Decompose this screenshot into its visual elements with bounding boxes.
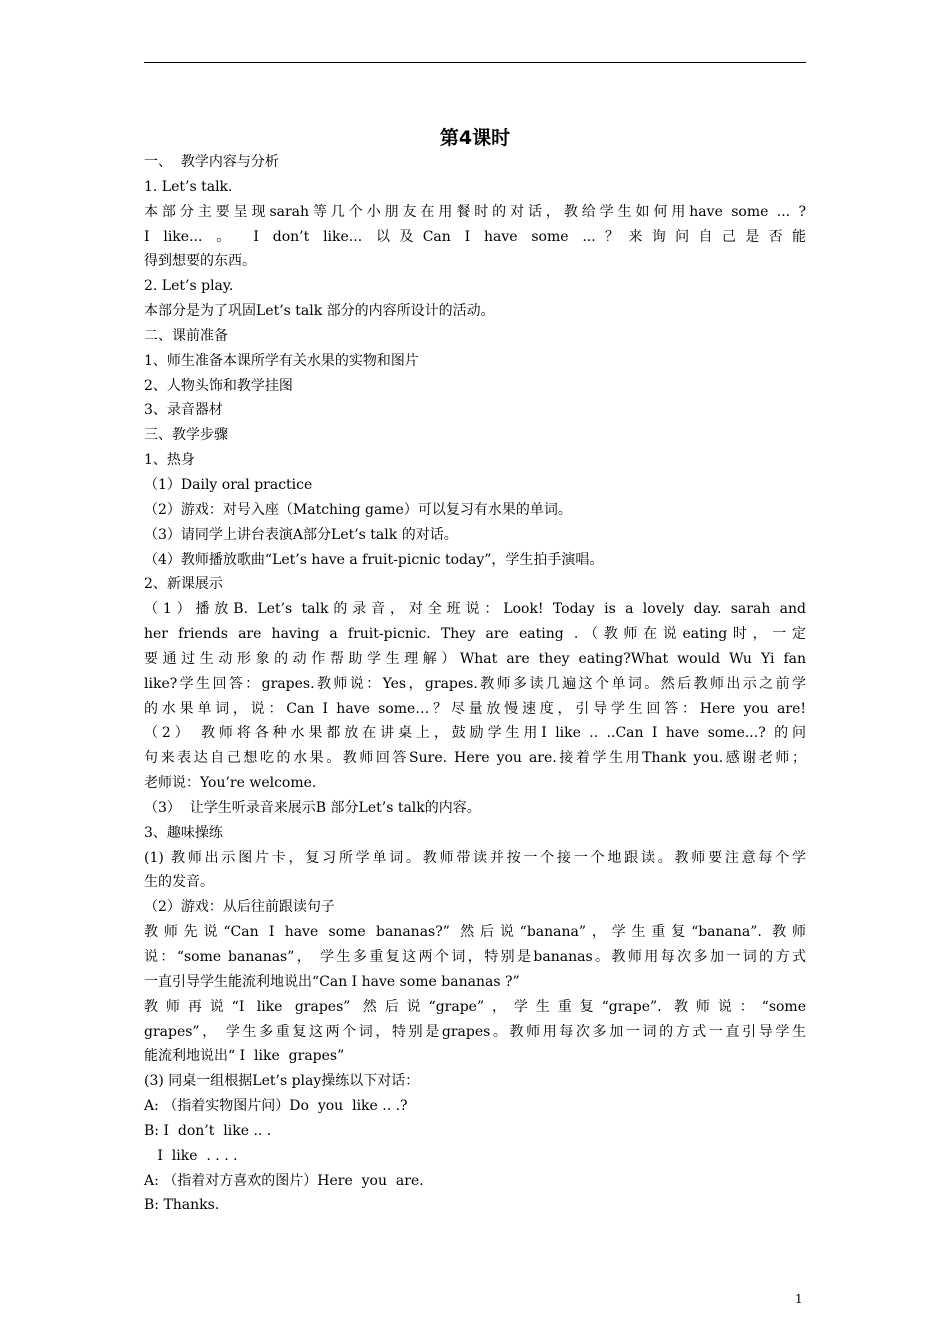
text-line: （1）播放B. Let’s talk的录音，对全班说：Look! Today is a lovely day. sarah and: [144, 601, 806, 618]
text-line: 能流利地说出“ I like grapes”: [144, 1048, 345, 1065]
text-line: 要通过生动形象的动作帮助学生理解）What are they eating?What would Wu Yi fan: [144, 650, 806, 667]
header-rule: [144, 62, 806, 63]
text-line: （2）游戏：从后往前跟读句子: [144, 899, 335, 916]
text-line: 句来表达自己想吃的水果。教师回答Sure. Here you are.接着学生用Thank you.感谢老师；: [144, 750, 806, 767]
text-line: I like . . . .: [144, 1147, 238, 1164]
text-line: (1) 教师出示图片卡，复习所学单词。教师带读并按一个接一个地跟读。教师要注意每个学: [144, 849, 806, 866]
text-line: 生的发音。: [144, 874, 214, 891]
text-line: 本部分主要呈现sarah等几个小朋友在用餐时的对话，教给学生如何用have some ... ?: [144, 203, 806, 220]
page-title: 第4课时: [439, 127, 511, 149]
text-line: A: （指着对方喜欢的图片）Here you are.: [144, 1172, 424, 1189]
text-line: 2、人物头饰和教学挂图: [144, 377, 293, 394]
text-line: 说：“some bananas”， 学生多重复这两个词，特别是bananas。教师用每次多加一词的方式: [144, 949, 806, 965]
text-line: （2） 教师将各种水果都放在讲桌上，鼓励学生用I like .. ..Can I have some...? 的问: [144, 725, 806, 742]
text-line: 三、教学步骤: [144, 427, 228, 444]
text-line: her friends are having a fruit-picnic. They are eating .（教师在说eating时，一定: [144, 626, 806, 643]
text-line: 3、趣味操练: [144, 824, 223, 841]
text-line: A: （指着实物图片问）Do you like .. .?: [144, 1098, 408, 1115]
text-line: 3、录音器材: [144, 402, 223, 419]
text-line: （4）教师播放歌曲“Let’s have a fruit-picnic today”，学生拍手演唱。: [144, 551, 604, 568]
text-line: (3) 同桌一组根据Let’s play操练以下对话：: [144, 1073, 420, 1090]
text-line: 教师再说“I like grapes” 然后说“grape”，学生重复“grape”. 教师说：“some: [144, 998, 806, 1015]
text-line: 2. Let’s play.: [144, 278, 234, 295]
text-line: 二、课前准备: [144, 327, 228, 344]
text-line: I like... 。 I don’t like... 以及Can I have some ...？来询问自己是否能: [144, 228, 806, 245]
text-line: （3）请同学上讲台表演A部分Let’s talk 的对话。: [144, 526, 458, 543]
text-line: 一直引导学生能流利地说出“Can I have some bananas ?”: [144, 973, 520, 990]
text-line: like?学生回答：grapes.教师说：Yes，grapes.教师多读几遍这个单词。然后教师出示之前学: [144, 675, 806, 692]
text-line: 得到想要的东西。: [144, 253, 256, 270]
text-line: B: Thanks.: [144, 1197, 220, 1214]
text-line: 本部分是为了巩固Let’s talk 部分的内容所设计的活动。: [144, 303, 495, 320]
page-number: 1: [795, 1292, 803, 1306]
text-line: 2、新课展示: [144, 576, 223, 593]
text-line: 老师说：You’re welcome.: [144, 775, 317, 792]
text-line: 一、 教学内容与分析: [144, 154, 279, 170]
text-line: （3） 让学生听录音来展示B 部分Let’s talk的内容。: [144, 799, 481, 816]
text-line: 教师先说“Can I have some bananas?” 然后说“banana”，学生重复“banana”. 教师: [144, 924, 806, 941]
text-line: 1. Let’s talk.: [144, 178, 233, 195]
text-line: 的水果单词，说：Can I have some…？尽量放慢速度，引导学生回答：Here you are!: [144, 700, 806, 717]
text-line: 1、热身: [144, 452, 195, 469]
text-line: grapes”， 学生多重复这两个词，特别是grapes。教师用每次多加一词的方式一直引导学生: [144, 1023, 806, 1040]
text-line: （1）Daily oral practice: [144, 476, 313, 493]
text-line: （2）游戏：对号入座（Matching game）可以复习有水果的单词。: [144, 501, 572, 518]
lesson-body: [144, 150, 806, 1218]
text-line: 1、师生准备本课所学有关水果的实物和图片: [144, 352, 419, 369]
text-line: B: I don’t like .. .: [144, 1122, 272, 1139]
